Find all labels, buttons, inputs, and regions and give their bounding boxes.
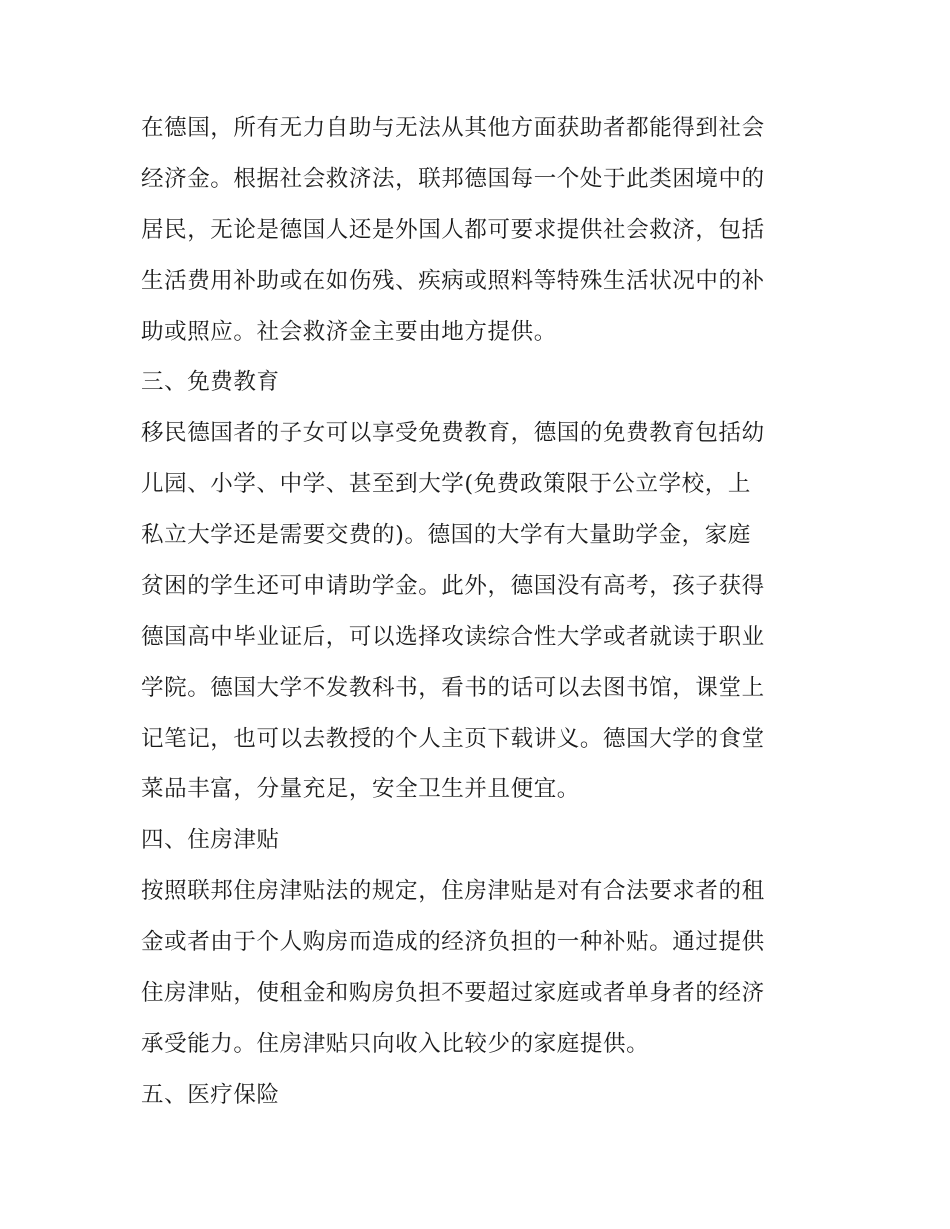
- paragraph-line: 按照联邦住房津贴法的规定，住房津贴是对有合法要求者的租: [141, 878, 765, 904]
- section-heading-housing-allowance: 四、住房津贴: [141, 827, 280, 853]
- paragraph-line: 记笔记，也可以去教授的个人主页下载讲义。德国大学的食堂: [141, 726, 765, 752]
- paragraph-line: 承受能力。住房津贴只向收入比较少的家庭提供。: [141, 1031, 650, 1057]
- paragraph-line: 儿园、小学、中学、甚至到大学(免费政策限于公立学校，上: [141, 471, 751, 497]
- section-heading-medical-insurance: 五、医疗保险: [141, 1082, 280, 1108]
- paragraph-line: 贫困的学生还可申请助学金。此外，德国没有高考，孩子获得: [141, 573, 765, 599]
- paragraph-line: 菜品丰富，分量充足，安全卫生并且便宜。: [141, 776, 580, 802]
- paragraph-line: 助或照应。社会救济金主要由地方提供。: [141, 319, 557, 345]
- paragraph-line: 在德国，所有无力自助与无法从其他方面获助者都能得到社会: [141, 115, 765, 141]
- paragraph-line: 德国高中毕业证后，可以选择攻读综合性大学或者就读于职业: [141, 624, 765, 650]
- paragraph-line: 金或者由于个人购房而造成的经济负担的一种补贴。通过提供: [141, 929, 765, 955]
- paragraph-line: 居民，无论是德国人还是外国人都可要求提供社会救济，包括: [141, 217, 765, 243]
- section-heading-free-education: 三、免费教育: [141, 369, 280, 395]
- paragraph-line: 经济金。根据社会救济法，联邦德国每一个处于此类困境中的: [141, 166, 765, 192]
- paragraph-line: 生活费用补助或在如伤残、疾病或照料等特殊生活状况中的补: [141, 268, 765, 294]
- paragraph-line: 移民德国者的子女可以享受免费教育，德国的免费教育包括幼: [141, 420, 765, 446]
- paragraph-line: 住房津贴，使租金和购房负担不要超过家庭或者单身者的经济: [141, 980, 765, 1006]
- paragraph-line: 私立大学还是需要交费的)。德国的大学有大量助学金，家庭: [141, 522, 751, 548]
- paragraph-line: 学院。德国大学不发教科书，看书的话可以去图书馆，课堂上: [141, 675, 765, 701]
